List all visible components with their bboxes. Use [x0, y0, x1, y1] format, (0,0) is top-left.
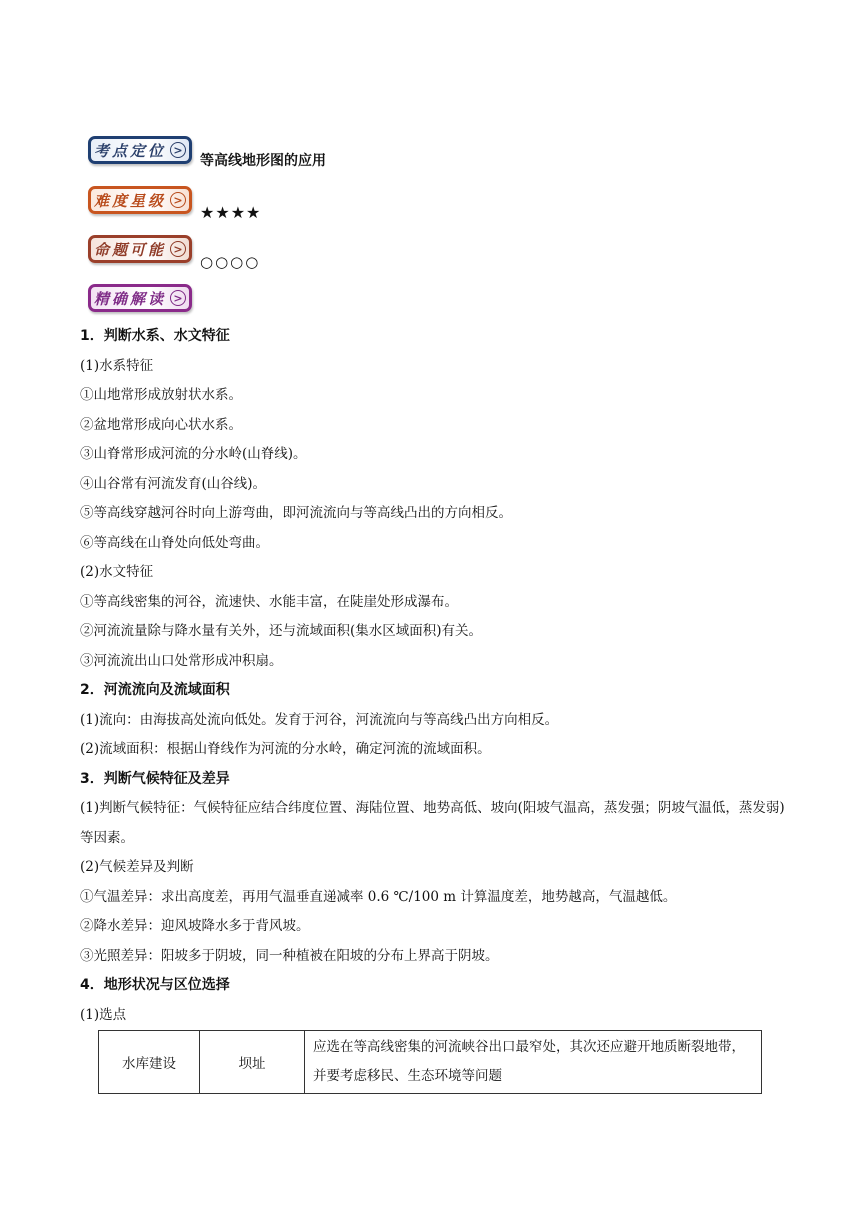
paragraph-line: (1)判断气候特征：气候特征应结合纬度位置、海陆位置、地势高低、坡向(阳坡气温高，蒸发强；阴坡气温低，蒸发弱)等因素。	[80, 800, 785, 846]
section-heading: 1．判断水系、水文特征	[80, 328, 230, 344]
table-cell-description: 应选在等高线密集的河流峡谷出口最窄处，其次还应避开地质断裂地带，并要考虑移民、生态环境等问题	[305, 1031, 762, 1094]
paragraph-line: (2)流域面积：根据山脊线作为河流的分水岭，确定河流的流域面积。	[80, 741, 491, 757]
badge-interpret-label: 精确解读	[93, 289, 166, 308]
difficulty-stars: ★★★★	[200, 203, 262, 222]
site-selection-table	[98, 1030, 762, 1094]
table-cell-category: 水库建设	[99, 1031, 200, 1094]
paragraph-line: ②降水差异：迎风坡降水多于背风坡。	[80, 918, 310, 934]
header-row-location	[88, 136, 326, 169]
header-row-interpret	[88, 284, 192, 312]
badge-location-label: 考点定位	[93, 141, 166, 160]
badge-interpret	[88, 284, 192, 312]
table-cell-item: 坝址	[200, 1031, 305, 1094]
paragraph-line: ③光照差异：阳坡多于阴坡，同一种植被在阳坡的分布上界高于阴坡。	[80, 947, 499, 964]
paragraph-line: (1)流向：由海拔高处流向低处。发育于河谷，河流流向与等高线凸出方向相反。	[80, 711, 559, 728]
paragraph-line: (2)气候差异及判断	[80, 859, 194, 875]
paragraph-line: ①气温差异：求出高度差，再用气温垂直递减率 0.6 ℃/100 m 计算温度差，地势越高，气温越低。	[80, 888, 677, 905]
paragraph-line: (2)水文特征	[80, 564, 154, 580]
paragraph-line: ⑥等高线在山脊处向低处弯曲。	[80, 534, 269, 551]
paragraph-line: ③河流流出山口处常形成冲积扇。	[80, 652, 283, 669]
document-body	[80, 322, 790, 1030]
badge-location	[88, 136, 192, 164]
paragraph-line: ①等高线密集的河谷，流速快、水能丰富，在陡崖处形成瀑布。	[80, 593, 458, 610]
section-heading: 4．地形状况与区位选择	[80, 977, 230, 993]
badge-difficulty	[88, 186, 192, 214]
paragraph-line: ②河流流量除与降水量有关外，还与流域面积(集水区域面积)有关。	[80, 623, 483, 639]
arrow-right-icon: >	[170, 290, 186, 306]
paragraph-line: (1)水系特征	[80, 357, 154, 374]
section-heading: 2．河流流向及流域面积	[80, 682, 230, 698]
paragraph-line: ⑤等高线穿越河谷时向上游弯曲，即河流流向与等高线凸出的方向相反。	[80, 505, 512, 521]
paragraph-line: (1)选点	[80, 1006, 127, 1023]
probability-circles: ○○○○	[200, 253, 261, 271]
section-heading: 3．判断气候特征及差异	[80, 770, 230, 787]
arrow-right-icon: >	[170, 142, 186, 158]
header-row-difficulty	[88, 186, 262, 222]
paragraph-line: ①山地常形成放射状水系。	[80, 387, 242, 403]
arrow-right-icon: >	[170, 192, 186, 208]
badge-difficulty-label: 难度星级	[93, 191, 166, 210]
table-row	[99, 1031, 762, 1094]
paragraph-line: ③山脊常形成河流的分水岭(山脊线)。	[80, 446, 307, 462]
arrow-right-icon: >	[170, 241, 186, 257]
badge-probability-label: 命题可能	[93, 240, 166, 259]
paragraph-line: ④山谷常有河流发育(山谷线)。	[80, 475, 267, 492]
badge-probability	[88, 235, 192, 263]
header-row-probability	[88, 235, 261, 271]
topic-text: 等高线地形图的应用	[200, 153, 326, 169]
paragraph-line: ②盆地常形成向心状水系。	[80, 416, 242, 433]
